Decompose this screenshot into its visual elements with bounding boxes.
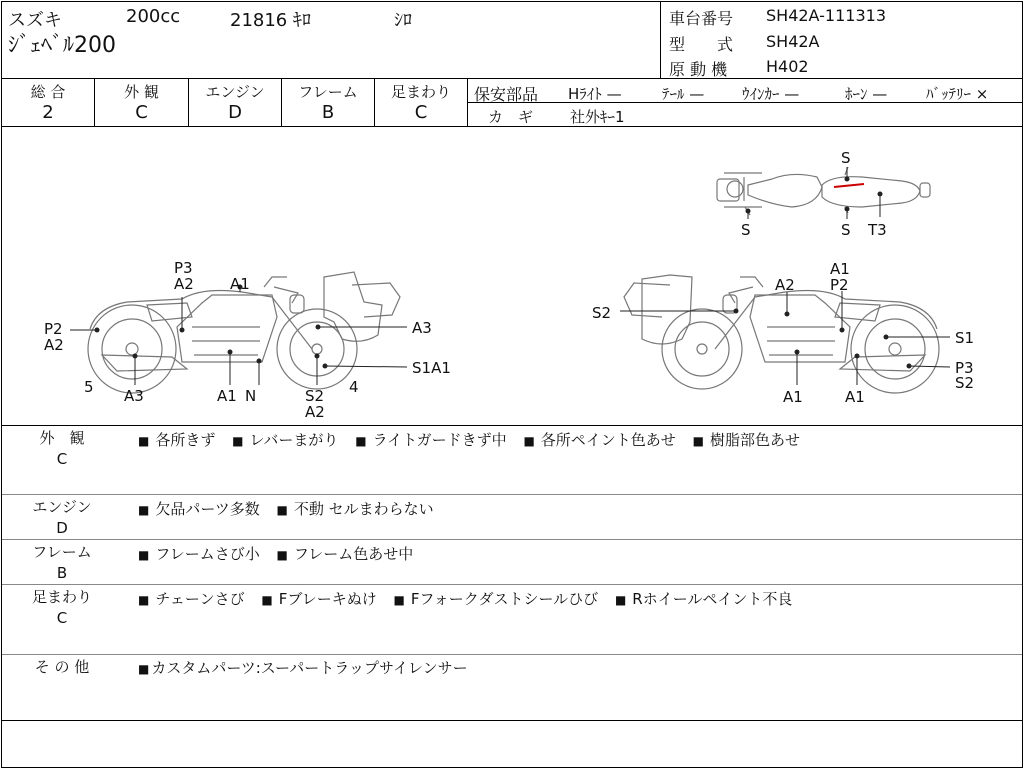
grade-exterior-value: C [135, 102, 148, 123]
label-left-a3b: A3 [124, 387, 144, 405]
remark-item: フレーム色あせ中 [293, 545, 414, 563]
divider [467, 102, 1022, 103]
bullet-icon: ■ [355, 434, 367, 448]
section-exterior-label [2, 428, 122, 470]
scratch-mark [834, 184, 864, 187]
remark-item: Rホイールペイント不良 [632, 590, 793, 608]
label-left-p2: P2 [44, 320, 63, 338]
remark-item: フレームさび小 [155, 545, 260, 563]
label-right-a1b: A1 [783, 388, 803, 406]
safety-item-battery: ﾊﾞｯﾃﾘｰ × [926, 85, 989, 103]
label-right-s2: S2 [592, 304, 612, 322]
remark-item: Fフォークダストシールひび [410, 590, 599, 608]
divider [2, 720, 1022, 721]
section-label-text: フレーム [32, 543, 92, 561]
bullet-icon: ■ [692, 434, 704, 448]
label-right-p2: P2 [830, 276, 849, 294]
inspection-sheet [1, 1, 1023, 768]
safety-label: 保安部品 [474, 85, 539, 104]
safety-item-horn: ﾎｰﾝ — [845, 85, 888, 103]
safety-item-tail: ﾃｰﾙ — [662, 85, 705, 103]
bullet-icon: ■ [614, 593, 627, 607]
section-other-items [138, 657, 480, 678]
bullet-icon: ■ [138, 548, 150, 562]
label-left-s1a1: S1A1 [412, 359, 451, 377]
label-left-s2: S2 [305, 387, 325, 405]
safety-item-headlight: Hﾗｲﾄ — [568, 85, 622, 103]
label-top-t3: T3 [868, 221, 887, 239]
chassis-label: 車台番号 [669, 9, 734, 28]
section-frame-label [2, 542, 122, 584]
section-label-text: 足まわり [31, 588, 92, 606]
grade-suspension-label: 足まわり [390, 83, 451, 101]
remark-item: 樹脂部色あせ [709, 431, 800, 449]
section-suspension-items [138, 588, 804, 609]
section-label-text: エンジン [32, 498, 92, 516]
section-suspension-label [2, 587, 122, 629]
label-left-a2: A2 [174, 275, 194, 293]
section-grade: B [56, 564, 68, 582]
remark-item: 欠品パーツ多数 [155, 500, 260, 518]
section-label-text: 外 観 [39, 429, 85, 447]
label-left-5: 5 [84, 378, 94, 396]
remark-item: 不動 セルまわらない [293, 500, 434, 518]
label-top-s2: S [741, 221, 751, 239]
section-grade: D [56, 519, 68, 537]
remark-item: Fブレーキぬけ [278, 590, 377, 608]
label-left-4: 4 [349, 378, 359, 396]
bullet-icon: ■ [276, 503, 288, 517]
damage-diagram [2, 127, 1022, 425]
top-view-bike [717, 167, 930, 215]
remark-item: ライトガードきず中 [372, 431, 507, 449]
bullet-icon: ■ [138, 662, 150, 676]
leader-lines [70, 167, 950, 385]
bullet-icon: ■ [261, 593, 273, 607]
label-left-a1: A1 [230, 275, 250, 293]
engine-label: 原 動 機 [669, 60, 728, 79]
label-right-a1: A1 [830, 260, 850, 278]
label-right-s1: S1 [955, 329, 975, 347]
divider [2, 654, 1022, 655]
bullet-icon: ■ [276, 548, 288, 562]
grade-total-label: 総 合 [30, 83, 66, 101]
remark-item: 各所きず [155, 431, 216, 449]
bullet-icon: ■ [138, 593, 150, 607]
type-label: 型 式 [669, 35, 734, 54]
chassis-value: SH42A-111313 [766, 6, 886, 25]
label-left-p3: P3 [174, 259, 193, 277]
label-right-s2b: S2 [955, 374, 975, 392]
section-exterior-items [138, 429, 812, 450]
mileage: 21816 ｷﾛ [230, 10, 311, 31]
remark-item: チェーンさび [155, 590, 245, 608]
grade-total-value: 2 [42, 102, 54, 123]
bullet-icon: ■ [393, 593, 405, 607]
label-left-a1b: A1 [217, 387, 237, 405]
section-engine-items [138, 498, 446, 519]
grade-engine-value: D [228, 102, 242, 123]
section-grade: C [56, 609, 68, 627]
grade-frame-value: B [321, 102, 335, 123]
grade-suspension-value: C [414, 102, 428, 123]
type-value: SH42A [766, 32, 820, 51]
grade-exterior-label: 外 観 [124, 83, 159, 101]
label-top-s3: S [841, 221, 851, 239]
remark-item: カスタムパーツ:スーパートラップサイレンサー [151, 659, 468, 677]
section-other-label [2, 657, 122, 678]
section-engine-label [2, 497, 122, 539]
safety-item-winker: ｳｲﾝｶｰ — [742, 85, 800, 103]
header-divider [660, 2, 661, 78]
section-grade: C [56, 450, 68, 468]
damage-points [95, 177, 912, 369]
grade-engine-label: エンジン [205, 83, 265, 101]
displacement: 200cc [126, 6, 181, 27]
label-left-a2b: A2 [44, 336, 64, 354]
divider [2, 78, 1022, 79]
label-left-a3: A3 [412, 319, 432, 337]
remark-item: 各所ペイント色あせ [540, 431, 676, 449]
maker: スズキ [8, 10, 62, 31]
section-label-text: そ の 他 [34, 658, 90, 676]
label-right-p3: P3 [955, 359, 974, 377]
label-right-a1c: A1 [845, 388, 865, 406]
bullet-icon: ■ [523, 434, 535, 448]
bullet-icon: ■ [138, 434, 150, 448]
key-value: 社外ｷｰ1 [570, 108, 625, 126]
body-color: ｼﾛ [394, 10, 412, 31]
model-name: ｼﾞｪﾍﾞﾙ200 [8, 33, 116, 58]
label-right-a2: A2 [775, 276, 795, 294]
label-top-s1: S [841, 149, 851, 167]
label-left-n: N [245, 387, 257, 405]
divider [2, 494, 1022, 495]
section-frame-items [138, 543, 425, 564]
engine-value: H402 [766, 57, 809, 76]
bullet-icon: ■ [232, 434, 244, 448]
remark-item: レバーまがり [249, 431, 339, 449]
bullet-icon: ■ [138, 503, 150, 517]
grade-frame-label: フレーム [298, 83, 358, 101]
divider [2, 425, 1022, 426]
divider [2, 539, 1022, 540]
divider [2, 584, 1022, 585]
key-label: カ ギ [488, 108, 534, 126]
label-left-a2c: A2 [305, 403, 325, 421]
